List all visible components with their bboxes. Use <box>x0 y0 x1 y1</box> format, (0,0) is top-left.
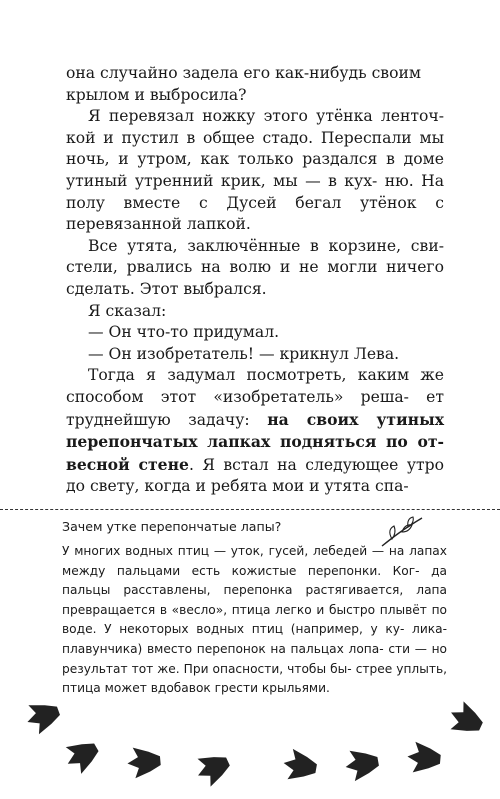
footprint-icon <box>126 745 162 779</box>
line: она случайно задела его как-нибудь своим <box>66 64 422 82</box>
line: кой и пустил в общее стадо. Переспали <box>66 128 412 147</box>
footprint-icon <box>60 734 104 777</box>
line: ню. На полу вместе с Дусей бегал утёнок <box>66 171 444 212</box>
line: ет труднейшую задачу: <box>66 387 444 429</box>
line: сделать. Этот выбрался. <box>66 279 267 298</box>
dashed-divider <box>0 509 500 510</box>
footprints-decoration <box>0 680 500 799</box>
line: с перевязанной лапкой. <box>66 193 444 234</box>
footprint-icon <box>192 748 235 790</box>
paragraph-6: — Он изобретатель! — крикнул Лева. <box>88 344 400 363</box>
line: мы ночь, и утром, как только раздался в <box>66 128 444 169</box>
info-title: Зачем утке перепончатые лапы? <box>62 519 282 534</box>
footprint-icon <box>445 699 488 741</box>
line: до свету, когда и ребята мои и утята спа- <box>66 477 409 496</box>
paragraph-4: Я сказал: <box>88 301 167 320</box>
line: доме утиный утренний крик, мы — в кух- <box>66 150 444 190</box>
footprint-icon <box>281 748 319 784</box>
line: крылом и выбросила? <box>66 85 247 104</box>
line: У многих водных птиц — уток, гусей, лебедей — на <box>62 544 405 558</box>
paragraph-3 <box>66 236 444 301</box>
line: Я перевязал ножку этого утёнка ленточ- <box>88 107 444 126</box>
paragraph-5: — Он что-то придумал. <box>88 323 280 342</box>
line: превращается в «весло», птица легко и быстро плывёт <box>62 602 427 617</box>
bold-phrase: на своих утиных перепончатых лапках подняться по от- весной стене <box>66 409 444 474</box>
line: же способом этот «изобретатель» реша- <box>66 366 444 406</box>
footprint-icon <box>406 741 442 775</box>
footprint-icon <box>22 696 64 736</box>
footprint-icon <box>343 746 381 782</box>
paragraph-1 <box>66 63 444 106</box>
line: лапах между пальцами есть кожистые перепонки. Ког- <box>62 544 447 578</box>
line: Тогда я задумал посмотреть, каким <box>88 366 410 385</box>
line: лика-плавунчика) вместо перепонок на пальцах лопа- <box>62 622 447 656</box>
paragraph-7 <box>66 365 444 498</box>
story-text <box>66 63 444 498</box>
paragraph-2 <box>66 106 444 236</box>
line: . Я встал на следующее утро <box>188 455 444 474</box>
info-box <box>62 518 447 699</box>
line: да пальцы расставлены, перепонка растягивается, лапа <box>62 563 448 598</box>
info-body <box>62 542 447 699</box>
line: стели, рвались на волю и не могли ничего <box>66 258 444 277</box>
line: Все утята, заключённые в корзине, сви- <box>88 236 444 255</box>
line: стрее уплыть, птица может вдобавок грести крыльями. <box>62 661 448 696</box>
line: по воде. У некоторых водных птиц (например, у ку- <box>62 602 448 637</box>
line: сти — но результат тот же. При опасности, чтобы бы- <box>62 641 447 676</box>
